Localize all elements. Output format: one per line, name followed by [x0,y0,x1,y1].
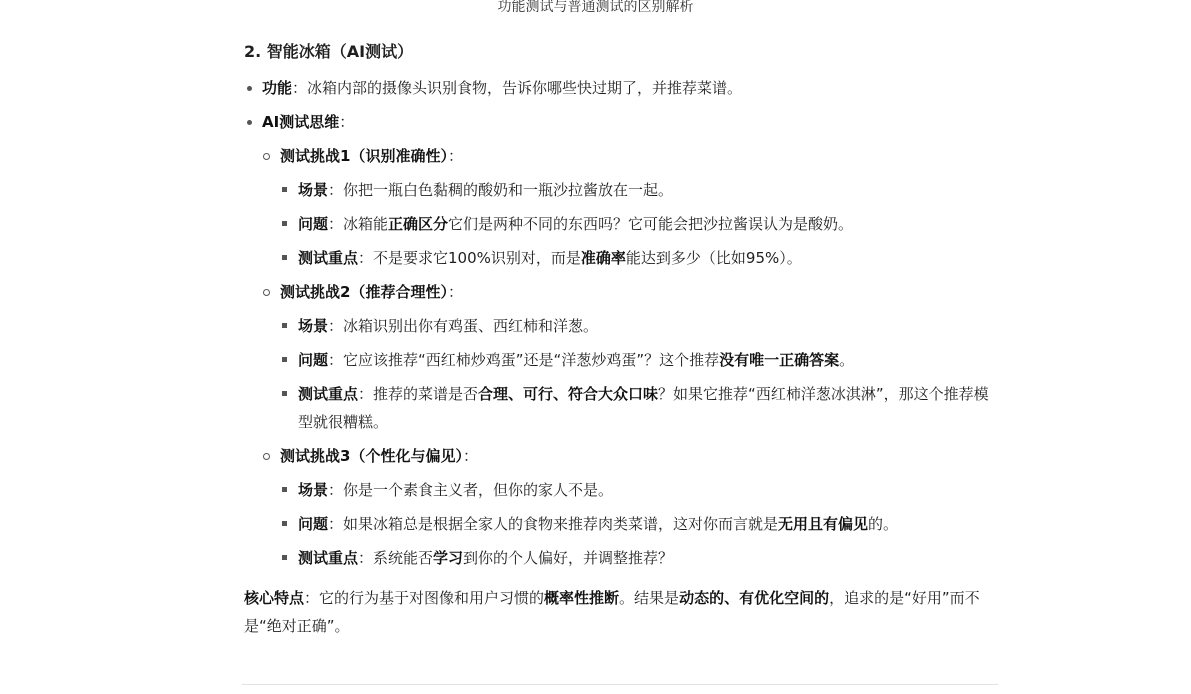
challenge-detail-list [280,312,996,436]
detail-text: 到你的个人偏好，并调整推荐？ [463,549,674,567]
challenge-title: 测试挑战2（推荐合理性） [280,283,448,301]
challenge-detail-list [280,476,996,572]
detail-label: 场景 [298,181,329,199]
feature-list [244,74,996,572]
detail-text: ：冰箱能 [328,215,389,233]
challenge-colon: ： [447,283,463,301]
detail-item [280,476,996,504]
detail-text: 能达到多少（比如95%）。 [625,249,802,267]
core-feature-summary [244,584,996,640]
function-text: ：冰箱内部的摄像头识别食物，告诉你哪些快过期了，并推荐菜谱。 [292,79,743,97]
function-label: 功能 [262,79,293,97]
ai-thinking-label: AI测试思维 [262,113,340,131]
detail-text: ：冰箱识别出你有鸡蛋、西红柿和洋葱。 [328,317,599,335]
detail-item [280,544,996,572]
detail-text: ：你把一瓶白色黏稠的酸奶和一瓶沙拉酱放在一起。 [328,181,674,199]
challenge-colon: ： [462,447,478,465]
detail-text: ：不是要求它100%识别对，而是 [358,249,581,267]
challenge-item [262,142,996,272]
summary-text: ：它的行为基于对图像和用户习惯的 [304,589,545,607]
challenge-colon: ： [447,147,463,165]
detail-emphasis: 合理、可行、符合大众口味 [478,385,659,403]
challenge-item [262,278,996,436]
article-content [244,36,996,640]
detail-item [280,244,996,272]
detail-emphasis: 准确率 [580,249,626,267]
detail-item [280,176,996,204]
detail-text: ？如果它推荐“西红柿洋葱冰淇淋”，那这个推荐模型就很糟糕。 [298,385,989,431]
detail-emphasis: 没有唯一正确答案 [719,351,840,369]
detail-label: 测试重点 [298,549,359,567]
challenge-title: 测试挑战3（个性化与偏见） [280,447,463,465]
detail-emphasis: 正确区分 [388,215,449,233]
challenge-detail-list [280,176,996,272]
detail-label: 测试重点 [298,385,359,403]
detail-item [280,346,996,374]
detail-label: 场景 [298,317,329,335]
detail-text: ：推荐的菜谱是否 [358,385,479,403]
section-heading: 2. 智能冰箱（AI测试） [244,42,414,61]
detail-emphasis: 无用且有偏见 [778,515,869,533]
summary-text: ，追求的是“好用”而不是“绝对正确”。 [244,589,980,635]
list-item-ai-thinking [244,108,996,572]
challenge-list [262,142,996,572]
challenge-title: 测试挑战1（识别准确性） [280,147,448,165]
detail-text: ：你是一个素食主义者，但你的家人不是。 [328,481,614,499]
ai-thinking-colon: ： [339,113,355,131]
detail-item [280,210,996,238]
detail-item [280,510,996,538]
detail-item [280,380,996,436]
detail-text: ：它应该推荐“西红柿炒鸡蛋”还是“洋葱炒鸡蛋”？这个推荐 [328,351,720,369]
detail-text: 它们是两种不同的东西吗？它可能会把沙拉酱误认为是酸奶。 [448,215,854,233]
detail-label: 场景 [298,481,329,499]
detail-text: ：如果冰箱总是根据全家人的食物来推荐肉类菜谱，这对你而言就是 [328,515,779,533]
summary-text: 。结果是 [619,589,680,607]
detail-label: 问题 [298,215,329,233]
detail-text: ：系统能否 [358,549,434,567]
summary-emphasis: 动态的、有优化空间的 [679,589,830,607]
detail-label: 测试重点 [298,249,359,267]
detail-text: 的。 [868,515,899,533]
summary-label: 核心特点 [244,589,305,607]
challenge-item [262,442,996,572]
section-divider [242,684,998,685]
summary-emphasis: 概率性推断 [544,589,620,607]
detail-label: 问题 [298,351,329,369]
detail-label: 问题 [298,515,329,533]
detail-emphasis: 学习 [433,549,464,567]
detail-item [280,312,996,340]
page-title: 功能测试与普通测试的区别解析 [497,0,694,15]
detail-text: 。 [839,351,855,369]
list-item-function [244,74,996,102]
